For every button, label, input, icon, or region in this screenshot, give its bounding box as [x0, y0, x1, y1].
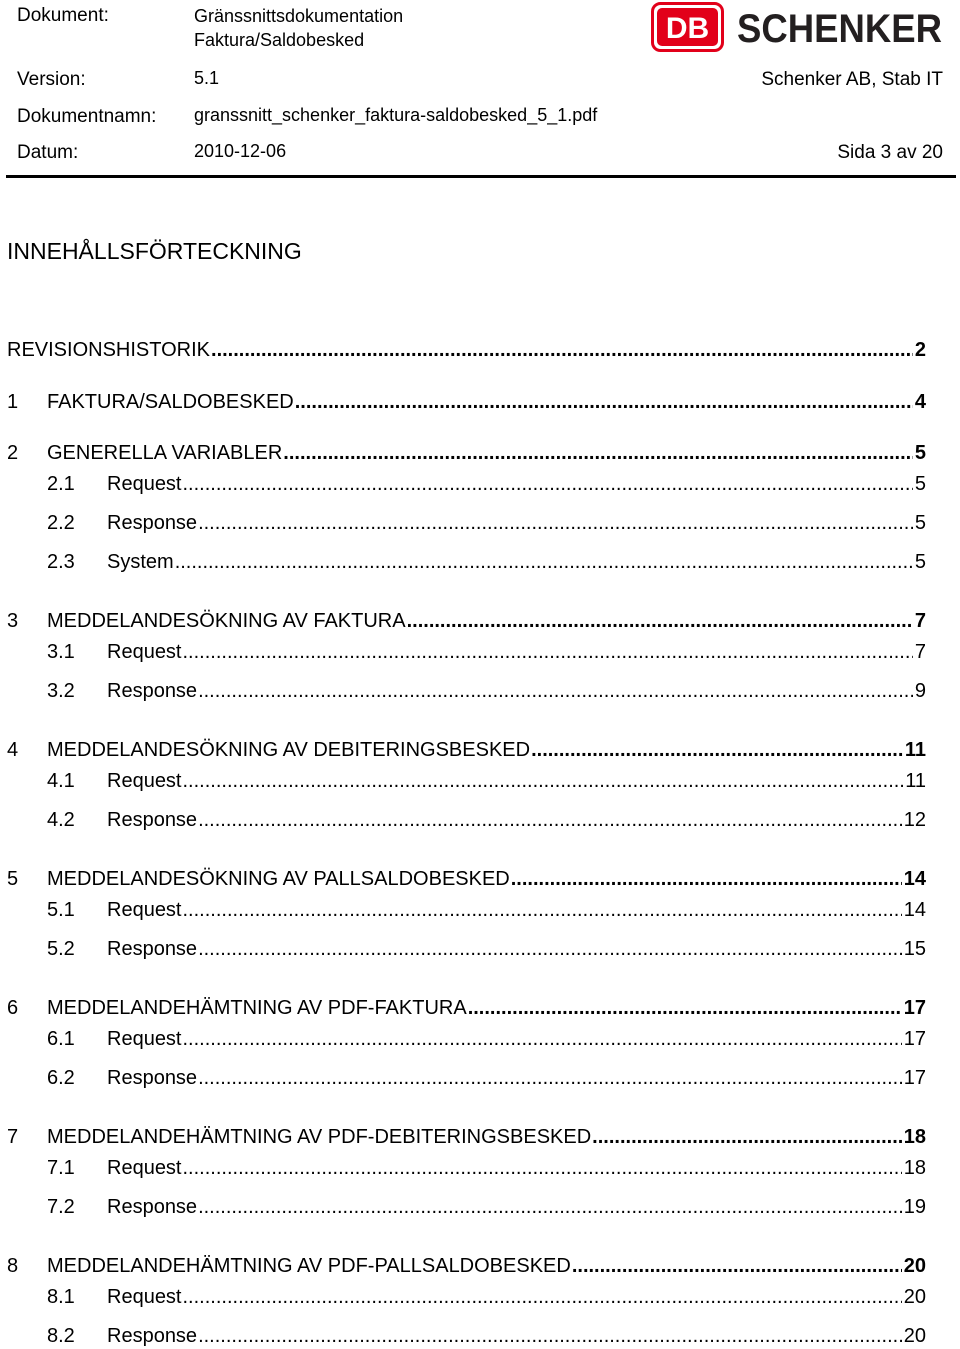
dokument-value-line2: Faktura/Saldobesked: [194, 30, 365, 50]
toc-entry-title: Request: [107, 473, 182, 495]
toc-entry-number: 6.1: [47, 1028, 75, 1050]
toc-entry-number: 4: [7, 739, 19, 761]
toc-entry-number: 6: [7, 997, 19, 1019]
toc-entry-title: MEDDELANDESÖKNING AV FAKTURA: [47, 610, 406, 632]
toc-entry-chapter-1[interactable]: [7, 389, 926, 415]
toc-entry-section-2-3[interactable]: [47, 549, 926, 575]
toc-entry-number: 7.1: [47, 1157, 75, 1179]
toc-entry-chapter-6[interactable]: [7, 995, 926, 1021]
toc-leader-dots: [198, 678, 913, 704]
toc-entry-page: 17: [903, 997, 926, 1019]
page-indicator: Sida 3 av 20: [837, 142, 943, 163]
toc-entry-page: 9: [914, 680, 926, 702]
toc-entry-number: 5.2: [47, 938, 75, 960]
document-header: [0, 0, 960, 180]
toc-leader-dots: [183, 897, 902, 923]
toc-entry-chapter-4[interactable]: [7, 737, 926, 763]
dokumentnamn-value: granssnitt_schenker_faktura-saldobesked_5_1.pdf: [194, 105, 598, 125]
toc-entry-page: 12: [903, 809, 926, 831]
toc-entry-number: 2.1: [47, 473, 75, 495]
toc-entry-section-8-2[interactable]: [47, 1323, 926, 1349]
toc-entry-title: GENERELLA VARIABLER: [47, 442, 283, 464]
toc-entry-section-2-1[interactable]: [47, 471, 926, 497]
toc-entry-page: 20: [903, 1255, 926, 1277]
company-name: Schenker AB, Stab IT: [761, 69, 943, 90]
toc-entry-chapter-8[interactable]: [7, 1253, 926, 1279]
toc-entry-title: MEDDELANDESÖKNING AV DEBITERINGSBESKED: [47, 739, 531, 761]
toc-entry-title: Response: [107, 938, 198, 960]
toc-entry-chapter-3[interactable]: [7, 608, 926, 634]
toc-leader-dots: [407, 608, 913, 634]
toc-leader-dots: [198, 510, 913, 536]
toc-entry-page: 18: [903, 1157, 926, 1179]
toc-entry-title: Request: [107, 1286, 182, 1308]
toc-entry-title: MEDDELANDEHÄMTNING AV PDF-DEBITERINGSBESKED: [47, 1126, 592, 1148]
toc-entry-number: 4.2: [47, 809, 75, 831]
toc-entry-section-6-1[interactable]: [47, 1026, 926, 1052]
toc-entry-page: 11: [904, 739, 926, 761]
toc-entry-page: 20: [903, 1325, 926, 1347]
toc-leader-dots: [183, 1155, 902, 1181]
toc-entry-number: 2: [7, 442, 19, 464]
toc-leader-dots: [198, 1194, 902, 1220]
toc-entry-page: 5: [914, 473, 926, 495]
toc-entry-page: 18: [903, 1126, 926, 1148]
toc-entry-section-2-2[interactable]: [47, 510, 926, 536]
version-label: Version:: [17, 69, 86, 90]
toc-entry-number: 3.1: [47, 641, 75, 663]
toc-entry-page: 14: [903, 899, 926, 921]
toc-entry-page: 4: [914, 391, 926, 413]
toc-entry-chapter-5[interactable]: [7, 866, 926, 892]
toc-entry-page: 14: [903, 868, 926, 890]
toc-entry-section-3-2[interactable]: [47, 678, 926, 704]
toc-entry-number: 7.2: [47, 1196, 75, 1218]
toc-entry-page: 17: [903, 1067, 926, 1089]
toc-entry-number: 2.3: [47, 551, 75, 573]
version-value: 5.1: [194, 68, 220, 88]
toc-entry-title: System: [107, 551, 174, 573]
header-divider: [6, 175, 956, 178]
toc-entry-title: Request: [107, 770, 182, 792]
datum-value: 2010-12-06: [194, 141, 287, 161]
toc-leader-dots: [572, 1253, 902, 1279]
toc-entry-number: 1: [7, 391, 19, 413]
toc-leader-dots: [592, 1124, 902, 1150]
toc-leader-dots: [183, 1284, 902, 1310]
toc-leader-dots: [211, 337, 913, 363]
toc-entry-section-5-1[interactable]: [47, 897, 926, 923]
toc-entry-title: Response: [107, 680, 198, 702]
dokument-label: Dokument:: [17, 5, 109, 26]
toc-entry-title: Request: [107, 641, 182, 663]
logo-db-text: DB: [665, 12, 710, 45]
toc-entry-number: 2.2: [47, 512, 75, 534]
toc-entry-title: MEDDELANDEHÄMTNING AV PDF-FAKTURA: [47, 997, 467, 1019]
toc-entry-title: Response: [107, 1067, 198, 1089]
toc-leader-dots: [283, 440, 913, 466]
toc-entry-section-4-2[interactable]: [47, 807, 926, 833]
toc-entry-number: 5.1: [47, 899, 75, 921]
toc-leader-dots: [198, 1065, 902, 1091]
toc-entry-number: 6.2: [47, 1067, 75, 1089]
db-schenker-logo: [651, 2, 943, 52]
toc-entry-number: 8: [7, 1255, 19, 1277]
toc-entry-page: 2: [914, 339, 926, 361]
toc-title: INNEHÅLLSFÖRTECKNING: [7, 238, 302, 264]
toc-leader-dots: [183, 639, 913, 665]
dokument-value-line1: Gränssnittsdokumentation: [194, 6, 404, 26]
toc-entry-title: Response: [107, 1325, 198, 1347]
toc-entry-number: 3.2: [47, 680, 75, 702]
toc-entry-page: 7: [914, 610, 926, 632]
toc-entry-title: FAKTURA/SALDOBESKED: [47, 391, 294, 413]
toc-entry-section-7-2[interactable]: [47, 1194, 926, 1220]
toc-entry-title: Response: [107, 809, 198, 831]
toc-entry-title: REVISIONSHISTORIK: [7, 339, 211, 361]
toc-entry-section-7-1[interactable]: [47, 1155, 926, 1181]
toc-entry-title: Request: [107, 1028, 182, 1050]
logo-schenker-text: SCHENKER: [737, 7, 943, 51]
toc-entry-number: 8.2: [47, 1325, 75, 1347]
toc-leader-dots: [531, 737, 903, 763]
toc-entry-number: 4.1: [47, 770, 75, 792]
toc-leader-dots: [198, 807, 902, 833]
toc-entry-chapter-7[interactable]: [7, 1124, 926, 1150]
toc-entry-page: 11: [905, 770, 926, 792]
toc-entry-section-8-1[interactable]: [47, 1284, 926, 1310]
toc-leader-dots: [468, 995, 902, 1021]
toc-entry-number: 7: [7, 1126, 19, 1148]
datum-label: Datum:: [17, 142, 79, 163]
toc-leader-dots: [183, 1026, 902, 1052]
toc-entry-section-5-2[interactable]: [47, 936, 926, 962]
toc-entry-page: 20: [903, 1286, 926, 1308]
toc-entry-number: 8.1: [47, 1286, 75, 1308]
toc-entry-page: 5: [914, 551, 926, 573]
toc-entry-section-3-1[interactable]: [47, 639, 926, 665]
toc-entry-revisionshistorik[interactable]: [7, 337, 926, 363]
toc-entry-page: 5: [914, 442, 926, 464]
toc-entry-title: Request: [107, 899, 182, 921]
toc-leader-dots: [175, 549, 913, 575]
toc-entry-section-4-1[interactable]: [47, 768, 926, 794]
toc-entry-number: 5: [7, 868, 19, 890]
toc-entry-title: MEDDELANDESÖKNING AV PALLSALDOBESKED: [47, 868, 510, 890]
toc-entry-section-6-2[interactable]: [47, 1065, 926, 1091]
toc-entry-page: 5: [914, 512, 926, 534]
toc-leader-dots: [295, 389, 913, 415]
dokumentnamn-label: Dokumentnamn:: [17, 106, 157, 127]
toc-leader-dots: [511, 866, 902, 892]
toc-leader-dots: [198, 936, 902, 962]
toc-leader-dots: [198, 1323, 902, 1349]
toc-entry-title: MEDDELANDEHÄMTNING AV PDF-PALLSALDOBESKED: [47, 1255, 571, 1277]
toc-entry-number: 3: [7, 610, 19, 632]
toc-entry-page: 15: [903, 938, 926, 960]
toc-entry-page: 19: [903, 1196, 926, 1218]
toc-entry-title: Response: [107, 1196, 198, 1218]
toc-entry-page: 7: [914, 641, 926, 663]
toc-leader-dots: [183, 768, 904, 794]
toc-leader-dots: [183, 471, 913, 497]
toc-entry-title: Response: [107, 512, 198, 534]
toc-entry-chapter-2[interactable]: [7, 440, 926, 466]
toc-entry-page: 17: [903, 1028, 926, 1050]
toc-entry-title: Request: [107, 1157, 182, 1179]
